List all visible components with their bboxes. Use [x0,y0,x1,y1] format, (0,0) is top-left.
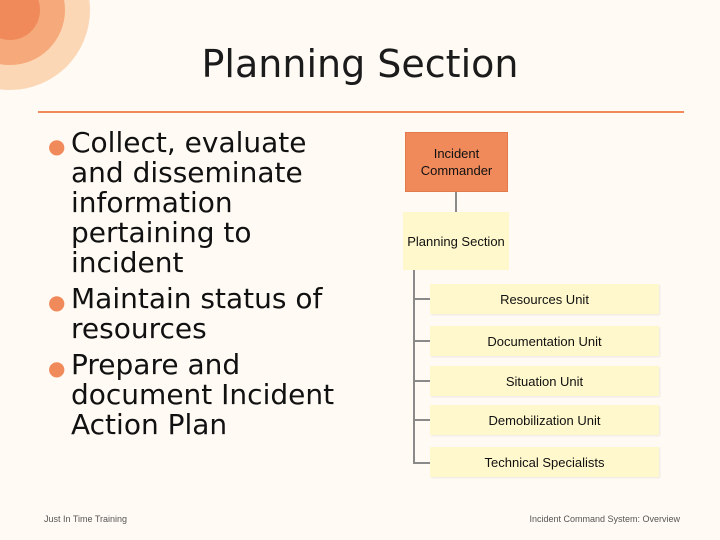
org-box-incident-commander: Incident Commander [405,132,508,192]
footer-left-text: Just In Time Training [44,514,128,524]
bullet-dot-icon: ● [48,134,66,158]
connector-line [413,380,430,382]
org-box-documentation-unit: Documentation Unit [430,326,659,356]
title-divider [38,111,684,113]
bullet-text: Collect, evaluate and disseminate information pertaining to incident [71,126,307,279]
org-box-planning-section: Planning Section [403,212,509,270]
connector-line [413,419,430,421]
bullet-dot-icon: ● [48,290,66,314]
footer-right-text: Incident Command System: Overview [529,514,680,524]
org-box-technical-specialists: Technical Specialists [430,447,659,477]
bullet-item [44,350,364,440]
bullet-text: Maintain status of resources [71,282,323,345]
bullet-dot-icon: ● [48,356,66,380]
org-box-resources-unit: Resources Unit [430,284,659,314]
bullet-list [44,128,364,446]
org-box-demobilization-unit: Demobilization Unit [430,405,659,435]
bullet-text: Prepare and document Incident Action Plan [71,348,335,441]
connector-line [455,192,457,212]
slide-title: Planning Section [201,42,519,86]
connector-line [413,340,430,342]
connector-line [413,462,430,464]
bullet-item [44,128,364,278]
connector-line [413,298,430,300]
org-box-situation-unit: Situation Unit [430,366,659,396]
bullet-item [44,284,364,344]
